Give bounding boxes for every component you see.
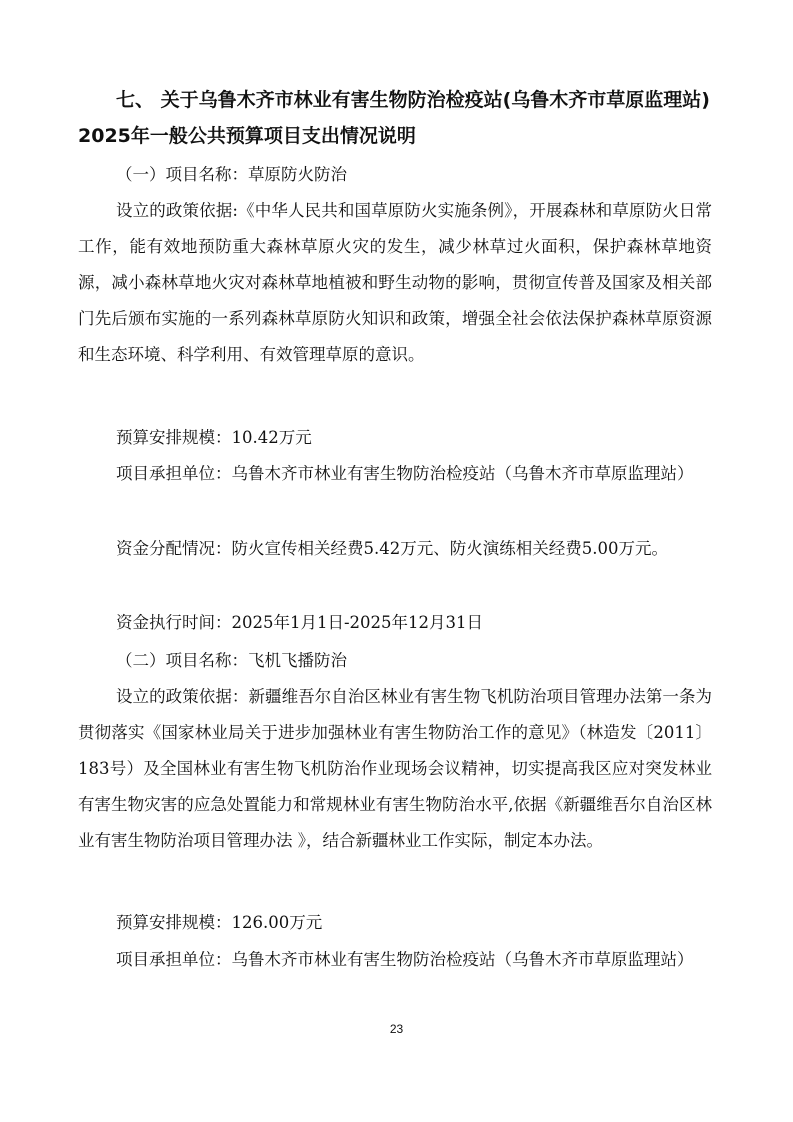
page-number: 23	[389, 1022, 404, 1036]
project-1-name: （一）项目名称：草原防火防治	[116, 165, 347, 184]
section-heading-line-1: 七、 关于乌鲁木齐市林业有害生物防治检疫站(乌鲁木齐市草原监理站)	[116, 89, 710, 111]
project-1-period: 资金执行时间：2025年1月1日-2025年12月31日	[116, 613, 484, 632]
project-1-budget: 预算安排规模：10.42万元	[116, 428, 312, 447]
project-2-name: （二）项目名称：飞机飞播防治	[116, 651, 347, 670]
project-2-unit: 项目承担单位：乌鲁木齐市林业有害生物防治检疫站（乌鲁木齐市草原监理站）	[116, 950, 694, 969]
project-2-policy: 设立的政策依据：新疆维吾尔自治区林业有害生物飞机防治项目管理办法第一条为贯彻落实《国家林业局关于进步加强林业有害生物防治工作的意见》（林造发〔2011〕183号）及全国林业有害生物飞机防治作业现场会议精神，切实提高我区应对突发林业有害生物灾害的应急处置能力和常规林业有害生物防治水平,依据《新疆维吾尔自治区林业有害生物防治项目管理办法 》，结合新疆林业工作实际，制定本办法。	[78, 687, 712, 850]
project-1-allocation: 资金分配情况：防火宣传相关经费5.42万元、防火演练相关经费5.00万元。	[116, 539, 668, 558]
project-1-policy: 设立的政策依据:《中华人民共和国草原防火实施条例》，开展森林和草原防火日常工作，能有效地预防重大森林草原火灾的发生，减少林草过火面积，保护森林草地资源，减小森林草地火灾对森林草地植被和野生动物的影响，贯彻宣传普及国家及相关部门先后颁布实施的一系列森林草原防火知识和政策，增强全社会依法保护森林草原资源和生态环境、科学利用、有效管理草原的意识。	[78, 201, 712, 364]
project-2-budget: 预算安排规模：126.00万元	[116, 913, 323, 932]
section-heading-line-2: 2025年一般公共预算项目支出情况说明	[78, 125, 416, 147]
project-1-unit: 项目承担单位：乌鲁木齐市林业有害生物防治检疫站（乌鲁木齐市草原监理站）	[116, 464, 694, 483]
